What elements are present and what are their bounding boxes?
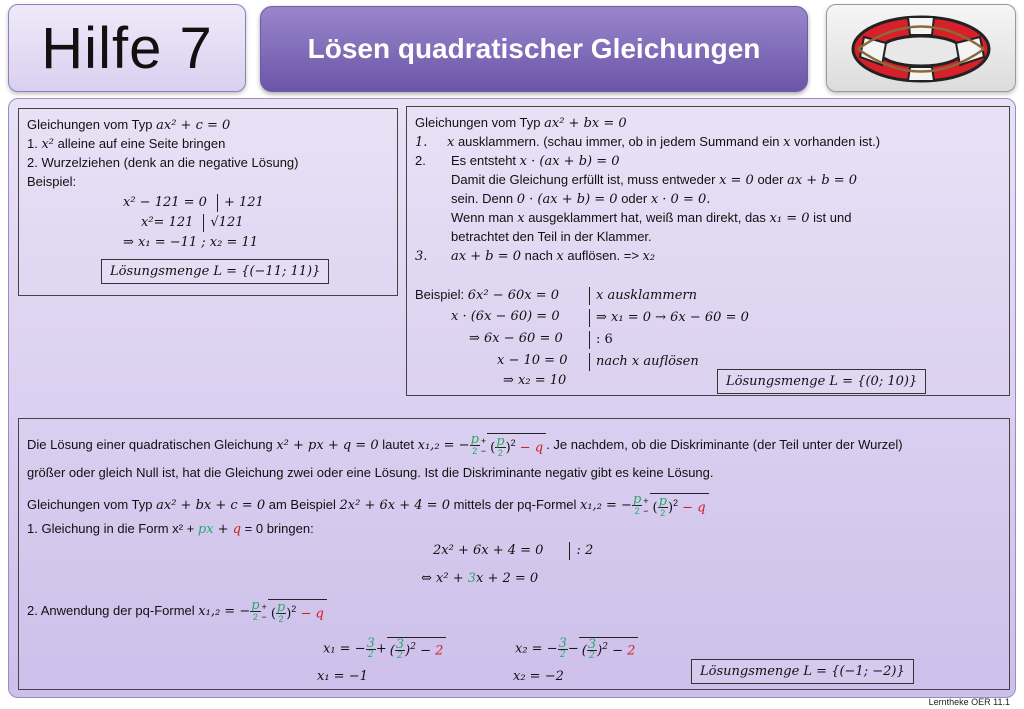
box2-s2l3-math: 0 · (ax + b) = 0 — [516, 192, 618, 207]
box2-title-math: ax² + bx = 0 — [544, 116, 627, 131]
box2-step1-text: ausklammern. (schau immer, ob in jedem Summand ein — [454, 134, 784, 149]
box3-intro-line2: größer oder gleich Null ist, hat die Gleichung zwei oder eine Lösung. Ist die Diskriminante negativ gibt es keine Lösung. — [27, 465, 714, 480]
box3-intro-lhs: x₁,₂ = − — [417, 438, 470, 454]
box1-eq1-text: x² − 121 = 0 — [123, 195, 207, 210]
box2-s2l4-text: Wenn man — [451, 210, 518, 225]
sqrt-term: ( $\frac{p}{2}$ )$^2$ − q — [268, 599, 327, 624]
help-title: Hilfe 7 — [41, 15, 213, 81]
box2-step3-text2: auflösen. => — [563, 248, 643, 263]
box2-ex2-op-wrap — [589, 307, 749, 327]
box2-example-label: Beispiel: — [415, 287, 468, 302]
box3-type-text: Gleichungen vom Typ — [27, 497, 157, 513]
box1-eq1-op: + 121 — [223, 195, 264, 210]
box2-s2l4-math2: x₁ = 0 — [769, 211, 810, 226]
box3-eq1-text: 2x² + 6x + 4 = 0 — [433, 543, 544, 558]
box2-step2-text: Es entsteht — [451, 153, 520, 168]
box2-ex4-op: nach x auflösen — [596, 354, 699, 369]
box-type-ax2-bx — [406, 106, 1010, 396]
box2-s2l3-math2: x · 0 = 0. — [650, 192, 711, 207]
box2-title — [415, 113, 627, 133]
box3-x2-formula: x₂ = − $\frac{3}{2}$ − ( $\frac{3}{2}$ )$^2$ − 2 — [515, 637, 638, 661]
box3-intro-math: x² + px + q = 0 — [276, 438, 379, 454]
separator-bar — [589, 287, 590, 305]
box2-step2-line3 — [451, 189, 710, 209]
box2-ex4-op-wrap — [589, 351, 699, 371]
box1-example-label: Beispiel: — [27, 174, 77, 189]
box1-solution-set: Lösungsmenge L = {(−11; 11)} — [101, 259, 329, 284]
box2-s2l4-text3: ist und — [809, 210, 852, 225]
box1-step1 — [27, 134, 225, 154]
box3-step2-lhs: x₁,₂ = − — [198, 604, 251, 620]
box3-type-line — [27, 493, 709, 518]
box2-step1-text2: vorhanden ist.) — [790, 134, 881, 149]
box3-intro — [27, 433, 903, 458]
p-half-fraction: $\frac{p}{2}$ — [251, 598, 260, 623]
box2-ex3-op-wrap — [589, 329, 613, 349]
box2-s2l3-or: oder — [617, 191, 651, 206]
box2-step2-line4 — [451, 208, 851, 228]
box3-intro-text2: lautet — [378, 437, 418, 453]
sqrt-term: ( $\frac{p}{2}$ )$^2$ − q — [487, 433, 546, 458]
page-heading-box — [260, 6, 808, 92]
box2-step2-num: 2. — [415, 153, 426, 168]
box2-ex1-math: 6x² − 60x = 0 — [467, 288, 560, 303]
lifebuoy-icon — [846, 9, 996, 87]
box2-step2-line2 — [451, 170, 857, 190]
box2-step3-math2: x — [556, 249, 564, 264]
separator-bar — [569, 542, 570, 560]
box2-s2l2-or: oder — [753, 172, 788, 187]
plus-minus: + − — [480, 435, 487, 456]
box2-ex3: ⇒ 6x − 60 = 0 — [469, 331, 563, 346]
box2-example1 — [415, 285, 559, 305]
box2-ex2: x · (6x − 60) = 0 — [451, 309, 560, 324]
box1-eq2-text: x²= 121 — [141, 215, 194, 230]
box3-x1-lhs: x₁ = − — [323, 641, 366, 657]
box2-s2l2-math2: ax + b = 0 — [787, 173, 858, 188]
separator-bar — [589, 309, 590, 327]
box3-step1-plus: + — [213, 522, 233, 537]
box2-s2l2-math: x = 0 — [719, 173, 754, 188]
box2-s2l4-text2: ausgeklammert hat, weiß man direkt, das — [524, 210, 770, 225]
box3-x1-result: x₁ = −1 — [317, 669, 368, 684]
box3-x2-lhs: x₂ = − — [515, 641, 558, 657]
page-title: Lösen quadratischer Gleichungen — [307, 33, 761, 64]
box3-step1-q: q — [232, 522, 242, 537]
box3-step2 — [27, 599, 327, 624]
box3-x1-formula: x₁ = − $\frac{3}{2}$ + ( $\frac{3}{2}$ )$^2$ − 2 — [323, 637, 446, 661]
box-type-ax2-c — [18, 108, 398, 296]
box2-step3-math3: x₂ — [642, 249, 656, 264]
box3-type-text3: mittels der pq-Formel — [449, 497, 581, 513]
box2-step2 — [415, 151, 620, 171]
box3-eq1 — [433, 541, 593, 560]
box3-intro-text3: . Je nachdem, ob die Diskriminante (der Teil unter der Wurzel) — [546, 437, 903, 453]
box3-type-math2: 2x² + 6x + 4 = 0 — [339, 498, 450, 514]
box2-step1 — [415, 132, 880, 152]
box3-step1-text2: = 0 bringen: — [241, 521, 314, 536]
box3-eq2-post: x + 2 = 0 — [476, 571, 539, 586]
box-pq-formula — [18, 418, 1010, 690]
box3-type-lhs: x₁,₂ = − — [580, 498, 632, 514]
plus-minus: + − — [261, 601, 267, 622]
p-half-fraction: $\frac{p}{2}$ — [632, 492, 642, 517]
box2-ex3-op: : 6 — [596, 332, 613, 347]
box2-step3-math: ax + b = 0 — [451, 249, 521, 264]
box3-step1-text: 1. Gleichung in die Form x² + — [27, 521, 198, 536]
box1-eq2-op: √121 — [210, 215, 244, 230]
box1-eq2 — [141, 213, 244, 232]
separator-bar — [217, 194, 218, 212]
box1-title — [27, 115, 230, 135]
box1-step1-math: x² — [41, 137, 55, 152]
box3-eq2-pre: ⇔ x² + — [421, 571, 468, 586]
box1-eq1 — [123, 193, 264, 212]
box2-ex4: x − 10 = 0 — [497, 353, 568, 368]
box2-ex1-op-wrap — [589, 285, 697, 305]
box2-step3 — [415, 246, 655, 266]
box2-step3-num: 3. — [415, 249, 428, 264]
box3-type-text2: am Beispiel — [265, 497, 340, 513]
box3-step2-text: 2. Anwendung der pq-Formel — [27, 603, 199, 619]
box2-step1-math2: x — [783, 135, 791, 150]
help-number-box — [8, 4, 246, 92]
box2-ex5: ⇒ x₂ = 10 — [503, 373, 567, 388]
sqrt-term: ( $\frac{p}{2}$ )$^2$ − q — [650, 493, 709, 518]
box1-title-text: Gleichungen vom Typ — [27, 117, 157, 132]
box2-s2l4-math: x — [517, 211, 525, 226]
box2-s2l2-text: Damit die Gleichung erfüllt ist, muss entweder — [451, 172, 720, 187]
box2-solution-set: Lösungsmenge L = {(0; 10)} — [717, 369, 926, 394]
box1-step2: 2. Wurzelziehen (denk an die negative Lösung) — [27, 155, 299, 170]
box2-ex1-op: x ausklammern — [596, 288, 697, 303]
box2-ex2-op: ⇒ x₁ = 0 → 6x − 60 = 0 — [596, 310, 749, 325]
box1-step1-text: alleine auf eine Seite bringen — [54, 136, 226, 151]
box2-step1-math: x — [447, 135, 455, 150]
box3-step1 — [27, 519, 314, 539]
box3-step1-p: px — [197, 522, 214, 537]
box2-step2-line5: betrachtet den Teil in der Klammer. — [451, 229, 652, 244]
box3-solution-set: Lösungsmenge L = {(−1; −2)} — [691, 659, 914, 684]
box2-step2-math: x · (ax + b) = 0 — [519, 154, 620, 169]
box2-title-text: Gleichungen vom Typ — [415, 115, 545, 130]
box1-title-math: ax² + c = 0 — [156, 118, 231, 133]
box2-step3-text: nach — [521, 248, 557, 263]
box3-type-math: ax² + bx + c = 0 — [156, 498, 266, 514]
footer-credit: Lerntheke OER 11.1 — [928, 697, 1010, 707]
separator-bar — [589, 353, 590, 371]
separator-bar — [589, 331, 590, 349]
box1-eq3: ⇒ x₁ = −11 ; x₂ = 11 — [123, 235, 259, 250]
box2-s2l3-text: sein. Denn — [451, 191, 517, 206]
plus-minus: + − — [643, 495, 649, 516]
lifebuoy-box[interactable] — [826, 4, 1016, 92]
box3-eq1-op: : 2 — [576, 543, 594, 558]
box3-intro-text: Die Lösung einer quadratischen Gleichung — [27, 437, 277, 453]
box2-step1-num: 1. — [415, 135, 428, 150]
box1-step1-prefix: 1. — [27, 136, 42, 151]
box3-eq2-p: 3 — [467, 571, 477, 586]
box3-x2-result: x₂ = −2 — [513, 669, 564, 684]
box3-eq2 — [421, 569, 538, 588]
p-half-fraction: $\frac{p}{2}$ — [470, 432, 479, 457]
separator-bar — [203, 214, 204, 232]
